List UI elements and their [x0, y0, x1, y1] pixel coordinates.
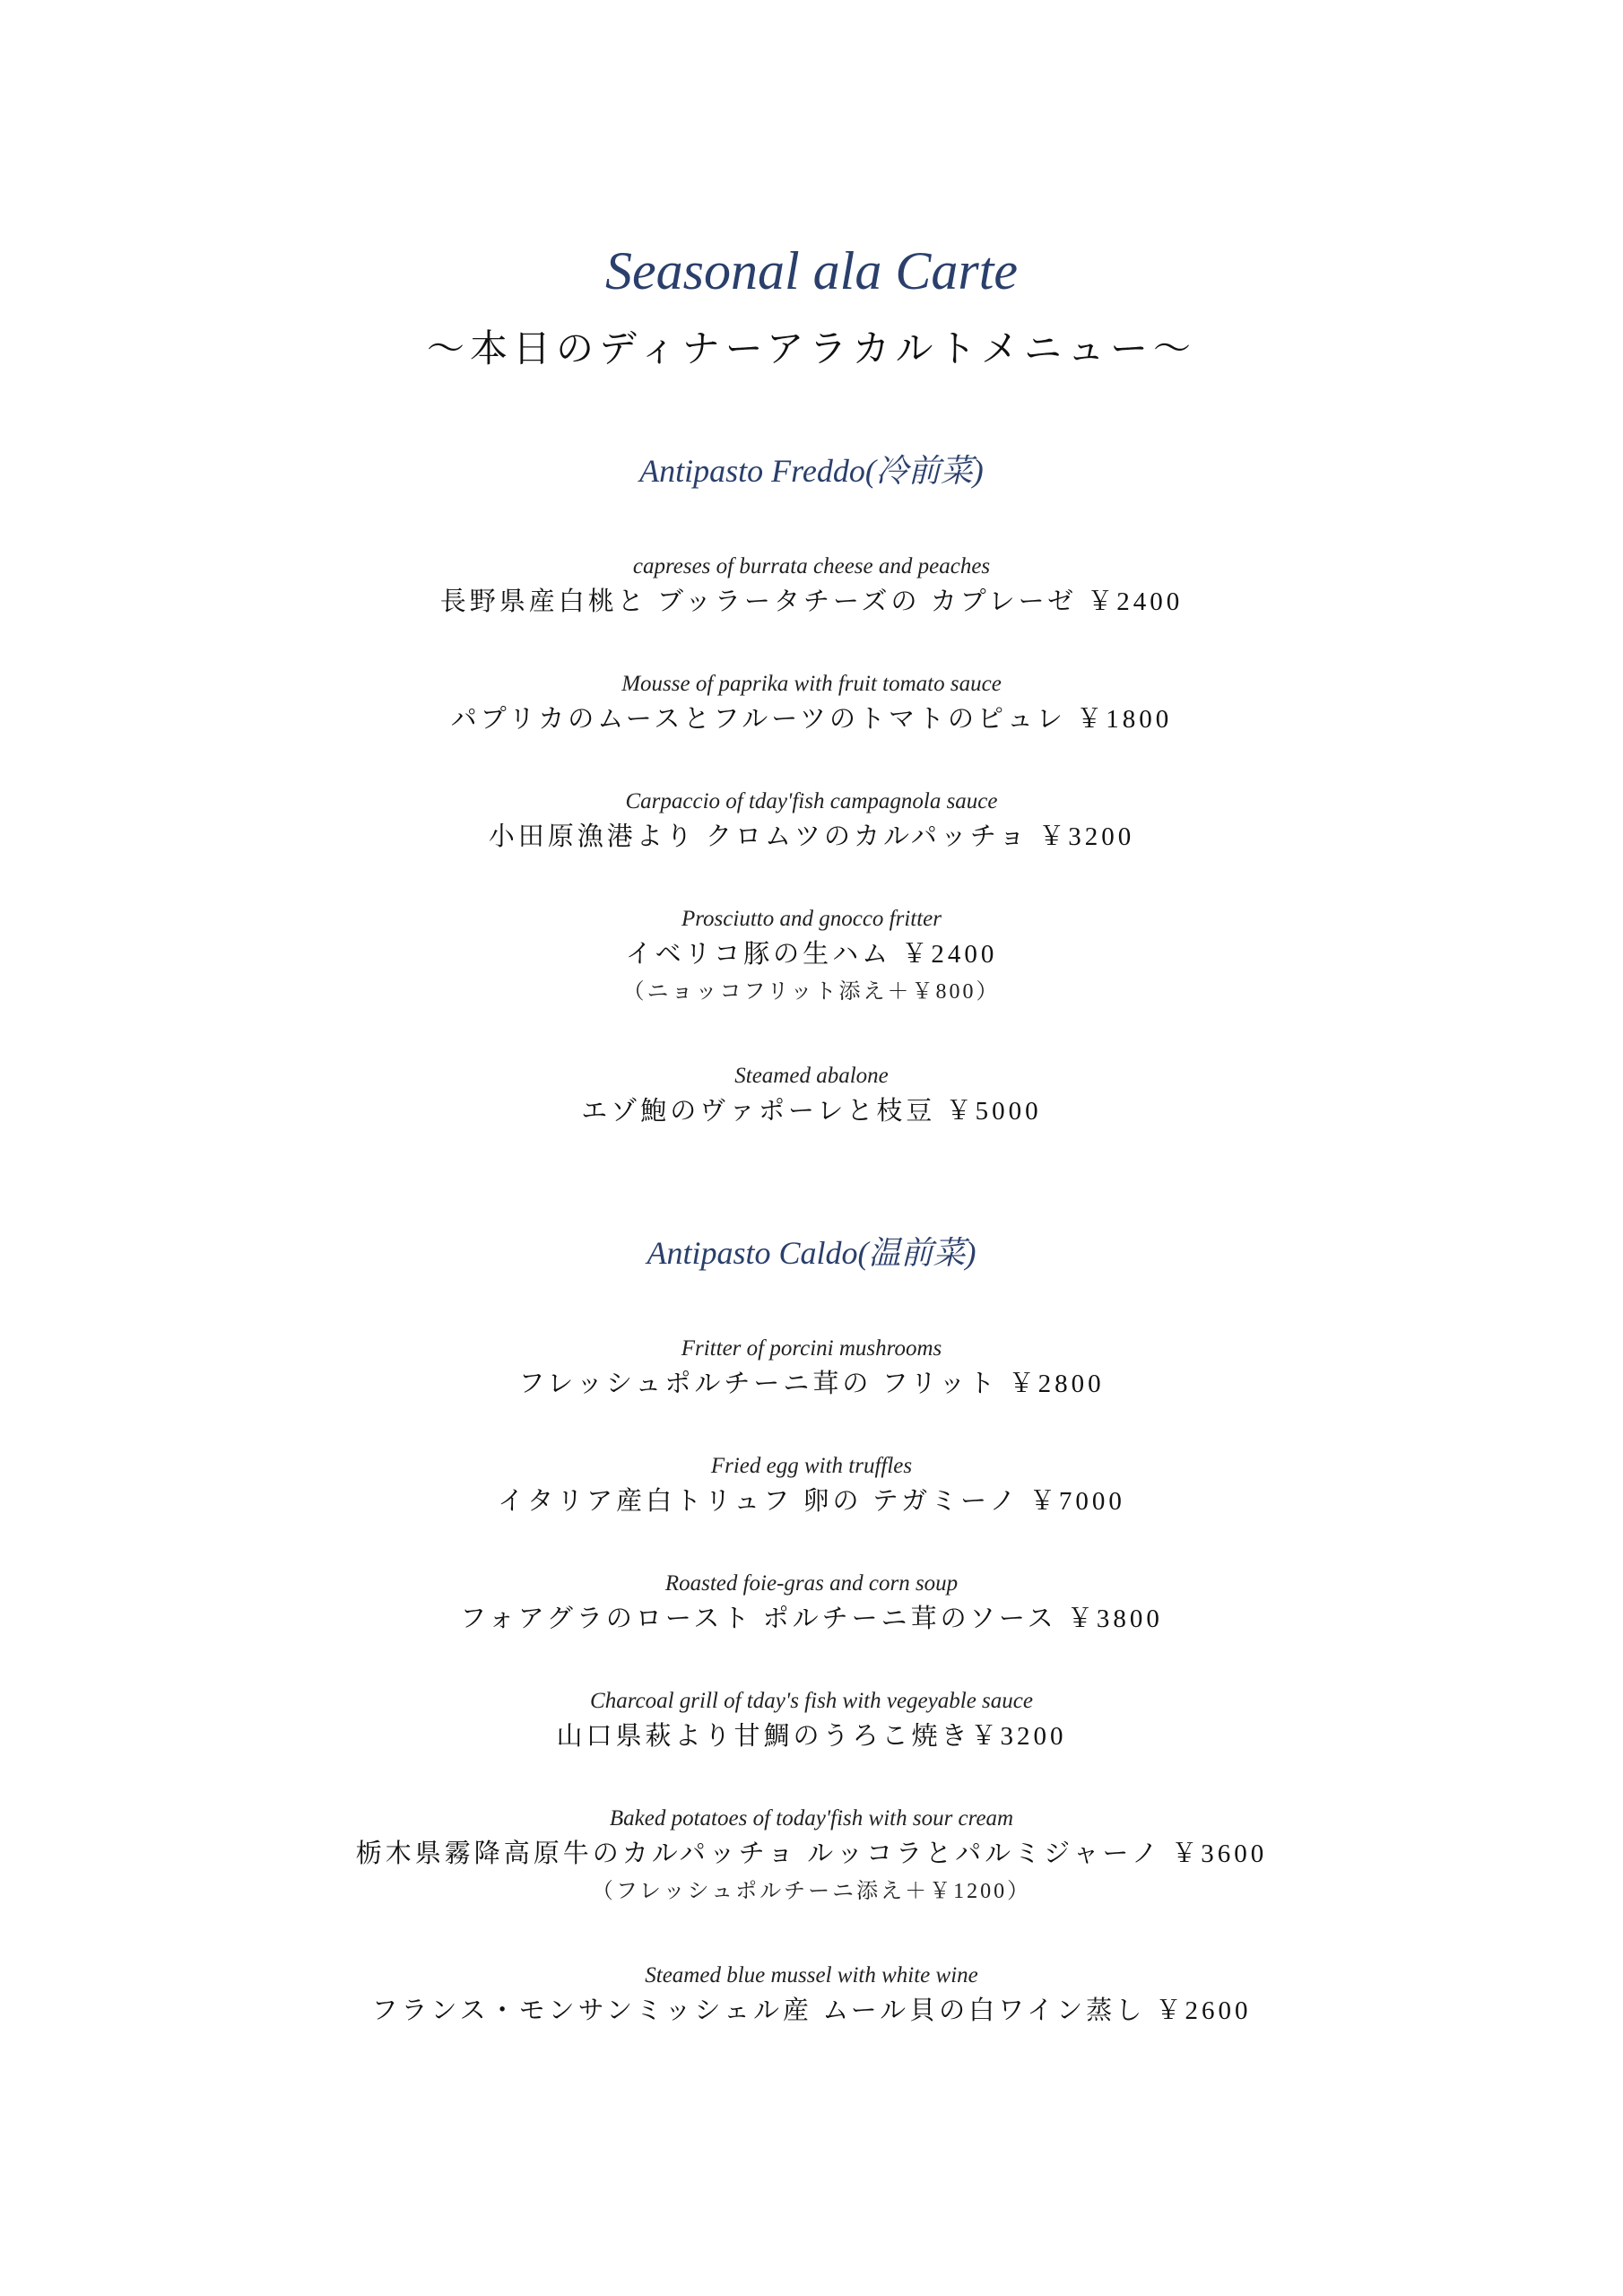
item-english-name: Roasted foie-gras and corn soup — [664, 1571, 959, 1596]
menu-item — [0, 552, 1623, 622]
item-japanese-name: フレッシュポルチーニ茸の フリット ￥2800 — [518, 1370, 1105, 1398]
menu-item — [0, 669, 1623, 739]
item-japanese-name: エゾ鮑のヴァポーレと枝豆 ￥5000 — [581, 1097, 1042, 1126]
item-english-name: Steamed abalone — [734, 1064, 889, 1088]
item-japanese-name: イベリコ豚の生ハム ￥2400 — [625, 940, 998, 969]
item-japanese-name: イタリア産白トリュフ 卵の テガミーノ ￥7000 — [498, 1487, 1125, 1516]
item-japanese-name: フォアグラのロースト ポルチーニ茸のソース ￥3800 — [460, 1605, 1163, 1633]
menu-item — [0, 1804, 1623, 1909]
menu-item — [0, 1061, 1623, 1131]
menu-item — [0, 787, 1623, 857]
item-japanese-name: 長野県産白桃と ブッラータチーズの カプレーゼ ￥2400 — [439, 587, 1184, 616]
menu-item — [0, 904, 1623, 1010]
item-note: （ニョッコフリット添え＋￥800） — [622, 980, 1001, 1004]
item-english-name: Baked potatoes of today'fish with sour cream — [609, 1806, 1014, 1831]
item-english-name: capreses of burrata cheese and peaches — [632, 554, 991, 578]
item-english-name: Fried egg with truffles — [710, 1454, 913, 1478]
menu-title: Seasonal ala Carte — [605, 241, 1018, 300]
menu-item — [0, 1686, 1623, 1756]
item-english-name: Mousse of paprika with fruit tomato sauce — [621, 672, 1002, 696]
menu-item — [0, 1961, 1623, 2031]
item-japanese-name: フランス・モンサンミッシェル産 ムール貝の白ワイン蒸し ￥2600 — [371, 1996, 1252, 2025]
item-japanese-name: パプリカのムースとフルーツのトマトのピュレ ￥1800 — [450, 705, 1173, 734]
item-english-name: Steamed blue mussel with white wine — [645, 1963, 978, 1987]
item-japanese-name: 小田原漁港より クロムツのカルパッチョ ￥3200 — [488, 822, 1135, 851]
section-title-antipasto-caldo: Antipasto Caldo(温前菜) — [647, 1235, 976, 1271]
item-note: （フレッシュポルチーニ添え＋￥1200） — [591, 1880, 1032, 1903]
item-english-name: Fritter of porcini mushrooms — [681, 1336, 942, 1361]
item-japanese-name: 栃木県霧降高原牛のカルパッチョ ルッコラとパルミジャーノ ￥3600 — [355, 1839, 1268, 1868]
section-title-antipasto-freddo: Antipasto Freddo(冷前菜) — [639, 453, 984, 489]
item-english-name: Charcoal grill of tday's fish with vegeyable sauce — [590, 1689, 1033, 1713]
menu-item — [0, 1334, 1623, 1404]
item-english-name: Carpaccio of tday'fish campagnola sauce — [625, 789, 998, 813]
menu-item — [0, 1451, 1623, 1521]
menu-item — [0, 1569, 1623, 1639]
item-english-name: Prosciutto and gnocco fritter — [681, 907, 942, 931]
item-japanese-name: 山口県萩より甘鯛のうろこ焼き￥3200 — [556, 1722, 1067, 1751]
menu-subtitle: ～本日のディナーアラカルトメニュー～ — [426, 329, 1197, 370]
